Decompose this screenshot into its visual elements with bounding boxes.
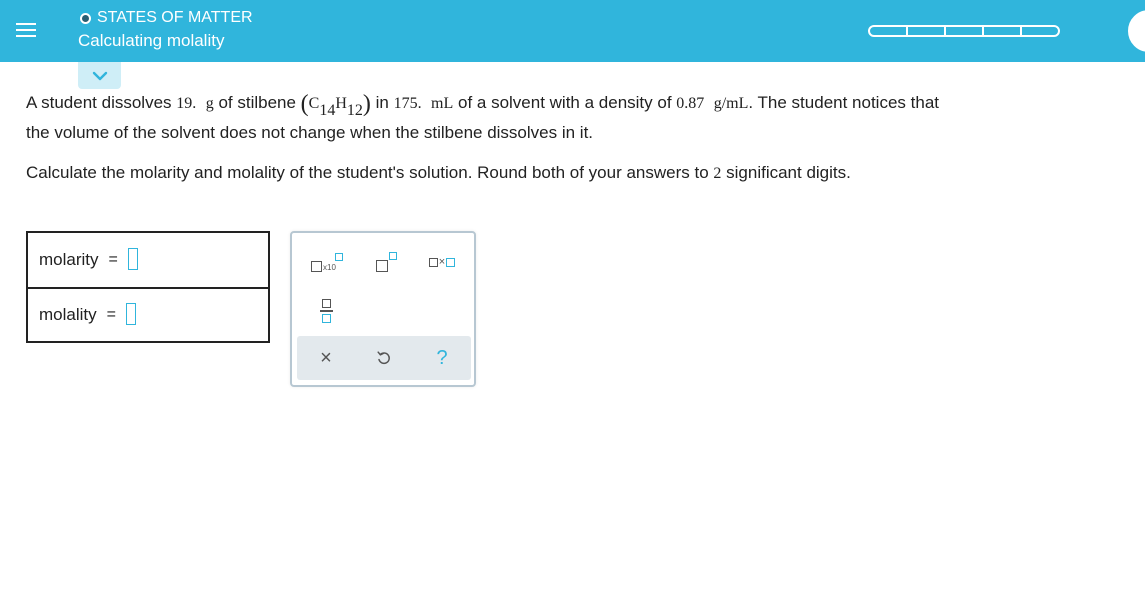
undo-icon	[376, 350, 392, 366]
collapse-toggle[interactable]	[78, 62, 121, 89]
hamburger-icon	[16, 22, 36, 38]
formula-hydrogen-subscript: 12	[346, 102, 363, 119]
progress-segment	[906, 25, 946, 37]
equals-sign: =	[106, 306, 116, 323]
superscript-button[interactable]	[364, 247, 404, 277]
question-text: of a solvent with a density of	[453, 93, 677, 112]
question-text: significant digits.	[721, 163, 851, 182]
top-bar	[0, 0, 1145, 62]
scientific-notation-button[interactable]	[306, 247, 346, 277]
paren-close: )	[362, 91, 371, 117]
question-instructions	[26, 162, 851, 185]
question-text: of stilbene	[213, 93, 301, 112]
density-value: 0.87	[676, 95, 705, 112]
fraction-button[interactable]	[306, 295, 346, 327]
multiply-button[interactable]	[420, 247, 464, 277]
molarity-label: molarity	[39, 250, 99, 269]
topic-label	[80, 9, 253, 27]
question-text: Calculate the molarity and molality of the student's solution. Round both of your answers to	[26, 163, 714, 182]
molality-input[interactable]	[126, 303, 136, 325]
clear-button[interactable]	[297, 336, 355, 380]
help-button[interactable]	[413, 336, 471, 380]
mass-value: 19.	[176, 95, 197, 112]
progress-segment	[944, 25, 984, 37]
question-line-1	[26, 92, 939, 122]
formula-hydrogen: H	[335, 95, 347, 112]
progress-segment	[982, 25, 1022, 37]
molarity-row	[28, 233, 268, 287]
avatar[interactable]	[1128, 10, 1145, 52]
superscript-icon	[370, 251, 398, 273]
topic-dot-icon	[80, 13, 91, 24]
multiply-icon: ×	[429, 256, 455, 268]
volume-value: 175.	[393, 95, 422, 112]
topic-text: STATES OF MATTER	[97, 9, 253, 26]
page-title: Calculating molality	[78, 31, 225, 50]
fraction-icon	[320, 299, 333, 323]
paren-open: (	[300, 91, 309, 117]
progress-segment	[1020, 25, 1060, 37]
formula-carbon: C	[308, 95, 320, 112]
molarity-input[interactable]	[128, 248, 138, 270]
chevron-down-icon	[92, 71, 108, 81]
progress-segment	[868, 25, 908, 37]
scientific-notation-icon: x10	[309, 251, 343, 273]
density-unit: g/mL	[713, 95, 749, 112]
question-line-2: the volume of the solvent does not change when the stilbene dissolves in it.	[26, 123, 594, 142]
question-text: in	[370, 93, 394, 112]
molality-row	[28, 287, 268, 341]
undo-button[interactable]	[355, 336, 413, 380]
sig-figs-value: 2	[713, 165, 722, 182]
mass-unit: g	[205, 95, 214, 112]
volume-unit: mL	[431, 95, 454, 112]
math-palette	[290, 231, 476, 387]
close-icon: ×	[320, 346, 332, 369]
menu-button[interactable]	[0, 8, 52, 52]
molality-label: molality	[39, 305, 97, 324]
help-icon: ?	[436, 346, 448, 369]
equals-sign: =	[108, 251, 118, 268]
progress-bar	[868, 25, 1058, 37]
question-text: A student dissolves	[26, 93, 177, 112]
formula-carbon-subscript: 14	[319, 102, 336, 119]
question-text: . The student notices that	[748, 93, 939, 112]
answer-table	[26, 231, 270, 343]
palette-actions	[297, 336, 471, 380]
